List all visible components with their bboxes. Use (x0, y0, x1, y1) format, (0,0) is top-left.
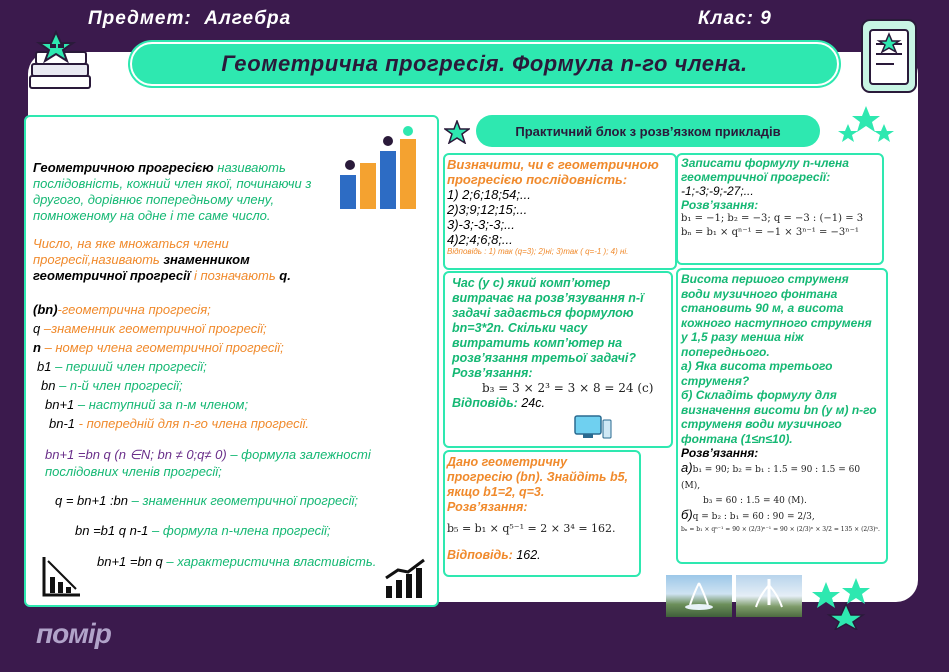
task4-content: Висота першого струменя води музичного фонтана становить 90 м, а висота кожного наступного струменя у 1,5 разу менша ніж попереднього. а) Яка висота третього струменя? б) Складіть формулу для визначення висоти bn (у м) n-го струменя води музичного фонтана (1≤n≤10). Розв’язання: а)b₁ = 90; b₂ = b₁ : 1.5 = 90 : 1.5 = 60 (M), b₃ = 60 : 1.5 = 40 (M). б)q = b₂ : b₁ = 60 : 90 = 2/3, bₙ = b₁ × qⁿ⁻¹ = 90 × (2/3)ⁿ⁻¹ = 90 × (2/3)ⁿ × 3/2 = 135 × (2/3)ⁿ. (681, 272, 880, 533)
task4-b-line2: bₙ = b₁ × qⁿ⁻¹ = 90 × (2/3)ⁿ⁻¹ = 90 × (2/3)ⁿ × 3/2 = 135 × (2/3)ⁿ. (681, 525, 880, 533)
growth-chart-illustration (330, 125, 430, 215)
task2-sequence: -1;-3;-9;-27;... (681, 184, 754, 198)
notation-item: q –знаменник геометричної прогресії; (33, 321, 267, 336)
ratio-paragraph: Число, на яке множаться члени прогресії,називають знаменником геометричної прогресії і позначають q. (33, 236, 291, 283)
task2-line2: bₙ = b₁ × qⁿ⁻¹ = −1 × 3ⁿ⁻¹ = −3ⁿ⁻¹ (681, 227, 859, 238)
task5-answer-label: Відповідь: (447, 548, 513, 562)
task3-answer: 24с. (517, 396, 545, 410)
task2-content (681, 156, 877, 240)
task1-answer: Відповідь : 1) так (q=3); 2)ні; 3)так ( q=-1 ); 4) ні. (447, 247, 629, 256)
page-title: Геометрична прогресія. Формула n-го члена. (130, 42, 839, 86)
task3-content (452, 276, 664, 411)
formula-dependency: bn+1 =bn q (n ∈N; bn ≠ 0;q≠ 0) – формула залежності послідовних членів прогресії; (45, 447, 371, 479)
notation-item: (bn)-геометрична прогресія; (33, 302, 211, 317)
task1-item: 4)2;4;6;8;... (447, 232, 513, 247)
subject-label: Предмет: Алгебра (88, 8, 292, 29)
task1-prompt: Визначити, чи є геометричною прогресією послідовність: (447, 157, 659, 187)
practice-banner: Практичний блок з розв’язком прикладів (476, 115, 820, 147)
star-mascot-icon (444, 120, 470, 149)
task1-item: 2)3;9;12;15;... (447, 202, 528, 217)
growth-chart-icon (384, 558, 428, 605)
task5-answer: 162. (512, 548, 541, 562)
notation-item: bn+1 – наступний за n-м членом; (45, 397, 249, 412)
notebook-icon (858, 14, 920, 94)
task2-prompt: Записати формулу n-члена геометричної прогресії: (681, 156, 849, 184)
formula-characteristic: bn+1 =bn q – характеристична властивість. (97, 554, 377, 569)
task4-question-a: а) Яка висота третього струменя? (681, 359, 833, 388)
task2-line1: b₁ = −1; b₂ = −3; q = −3 : (−1) = 3 (681, 213, 864, 224)
task1-item: 3)-3;-3;-3;... (447, 217, 515, 232)
notation-list (33, 300, 428, 433)
decline-chart-icon (42, 555, 82, 602)
task3-calc: b₃ = 3 × 2³ = 3 × 8 = 24 (c) (482, 381, 654, 395)
class-label: Клас: 9 (698, 8, 772, 29)
formula-ratio: q = bn+1 :bn – знаменник геометричної прогресії; (55, 493, 359, 508)
task5-content (447, 455, 635, 563)
books-icon (26, 30, 96, 92)
notation-item: b1 – перший член прогресії; (37, 359, 207, 374)
computer-icon (573, 414, 613, 447)
formula-nth-term: bn =b1 q n-1 – формула n-члена прогресії; (75, 523, 331, 538)
task4-a-line2: b₃ = 60 : 1.5 = 40 (M). (703, 495, 807, 506)
task3-answer-label: Відповідь: (452, 396, 518, 410)
task5-calc: b₅ = b₁ × q⁵⁻¹ = 2 × 3⁴ = 162. (447, 522, 616, 535)
notation-item: n – номер члена геометричної прогресії; (33, 340, 284, 355)
star-cluster-icon (836, 106, 896, 155)
footer-logo: помір (36, 618, 111, 649)
fountain-photo (736, 575, 802, 617)
task1-item: 1) 2;6;18;54;... (447, 187, 531, 202)
task1-content (447, 157, 671, 257)
task4-solution-label: Розв’язання: (681, 446, 759, 460)
star-cluster-icon (806, 578, 886, 635)
task4-b-line1: q = b₂ : b₁ = 60 : 90 = 2/3, (692, 512, 815, 522)
task3-solution-label: Розв’язання: (452, 366, 533, 380)
definition-paragraph: Геометричною прогресією називають послідовність, кожний член якої, починаючи з другого, дорівнює попередньому члену, помноженому на одне і те саме число. (33, 160, 312, 223)
task3-prompt: Час (у с) який комп’ютер витрачає на розв’язування n-ї задачі задається формулою bn=3*2n. Скільки часу витратить комп’ютер на розв’язання третьої задачі? (452, 276, 644, 365)
notation-item: bn-1 - попередній для n-го члена прогресії. (49, 416, 309, 431)
fountain-photo (666, 575, 732, 617)
task5-solution-label: Розв’язання: (447, 500, 528, 514)
notation-item: bn – n-й член прогресії; (41, 378, 183, 393)
task4-a-line1: b₁ = 90; b₂ = b₁ : 1.5 = 90 : 1.5 = 60 (M), (681, 464, 861, 491)
task4-prompt: Висота першого струменя води музичного фонтана становить 90 м, а висота кожного наступного струменя у 1,5 разу менша ніж попереднього. (681, 272, 872, 359)
task2-solution-label: Розв’язання: (681, 198, 759, 212)
subject-value: Алгебра (204, 8, 292, 29)
task4-question-b: б) Складіть формулу для визначення висоти bn (у м) n-го струменя води музичного фонтана (1≤n≤10). (681, 388, 877, 446)
task5-prompt: Дано геометричну прогресію (bn). Знайдіть b5, якщо b1=2, q=3. (447, 455, 629, 499)
